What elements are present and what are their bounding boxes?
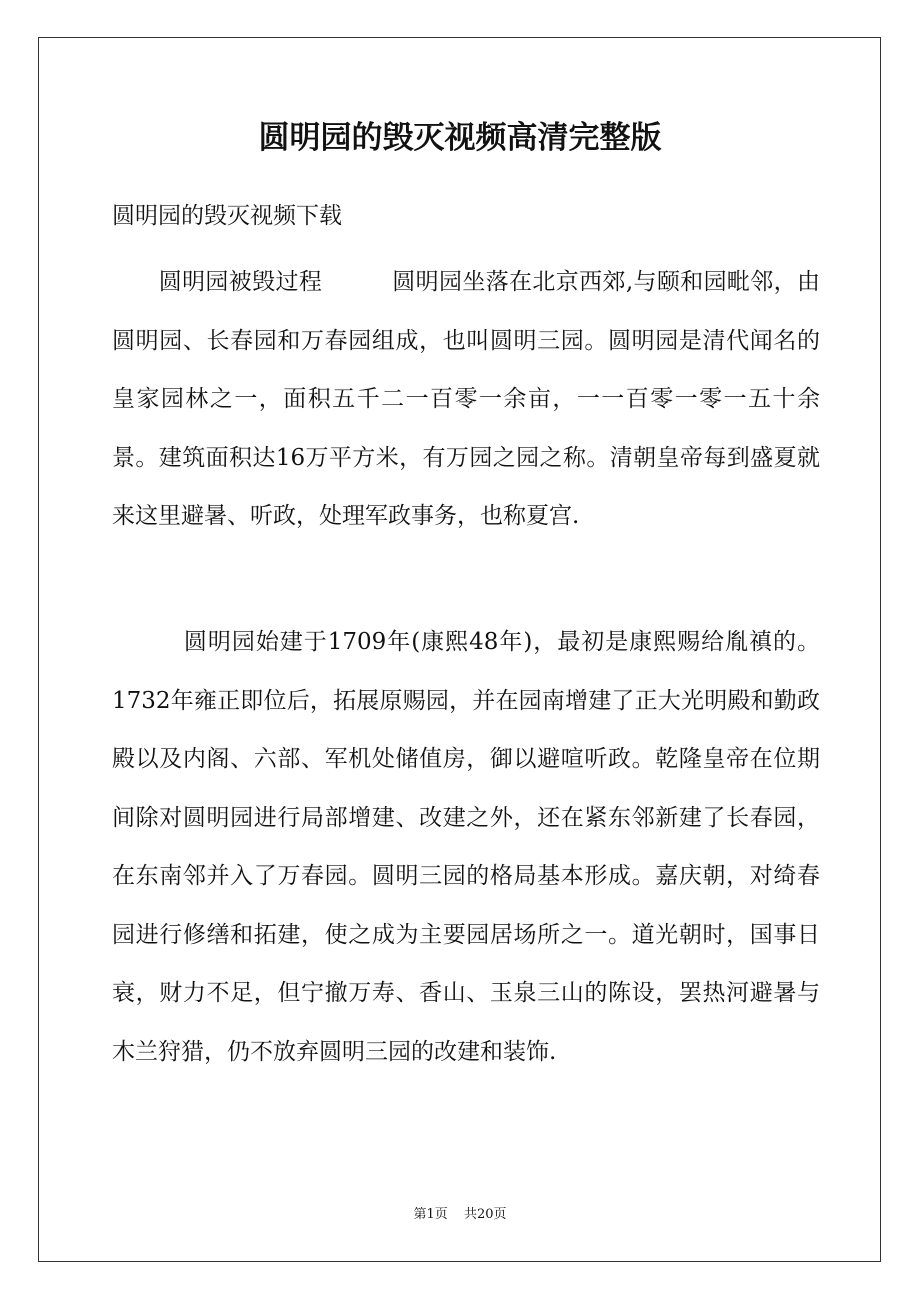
paragraph-1: 圆明园被毁过程 圆明园坐落在北京西郊,与颐和园毗邻，由圆明园、长春园和万春园组成，也叫圆明三园。圆明园是清代闻名的皇家园林之一，面积五千二一百零一余亩，一一百零一零一五十余景。建筑面积达16万平方米，有万园之园之称。清朝皇帝每到盛夏就来这里避暑、听政，处理军政事务，也称夏宫. <box>112 269 820 529</box>
document-subtitle: 圆明园的毁灭视频下载 <box>112 203 342 229</box>
document-title: 圆明园的毁灭视频高清完整版 <box>258 120 662 156</box>
paragraph-2: 圆明园始建于1709年(康熙48年)，最初是康熙赐给胤禛的。1732年雍正即位后，拓展原赐园，并在园南增建了正大光明殿和勤政殿以及内阁、六部、军机处储值房，御以避喧听政。乾隆皇帝在位期间除对圆明园进行局部增建、改建之外，还在紧东邻新建了长春园，在东南邻并入了万春园。圆明三园的格局基本形成。嘉庆朝，对绮春园进行修缮和拓建，使之成为主要园居场所之一。道光朝时，国事日衰，财力不足，但宁撤万寿、香山、玉泉三山的陈设，罢热河避暑与木兰狩猎，仍不放弃圆明三园的改建和装饰. <box>112 629 820 1065</box>
page-footer <box>0 1203 920 1227</box>
page-total: 共20页 <box>463 1207 507 1222</box>
page-number: 第1页 <box>413 1207 448 1222</box>
